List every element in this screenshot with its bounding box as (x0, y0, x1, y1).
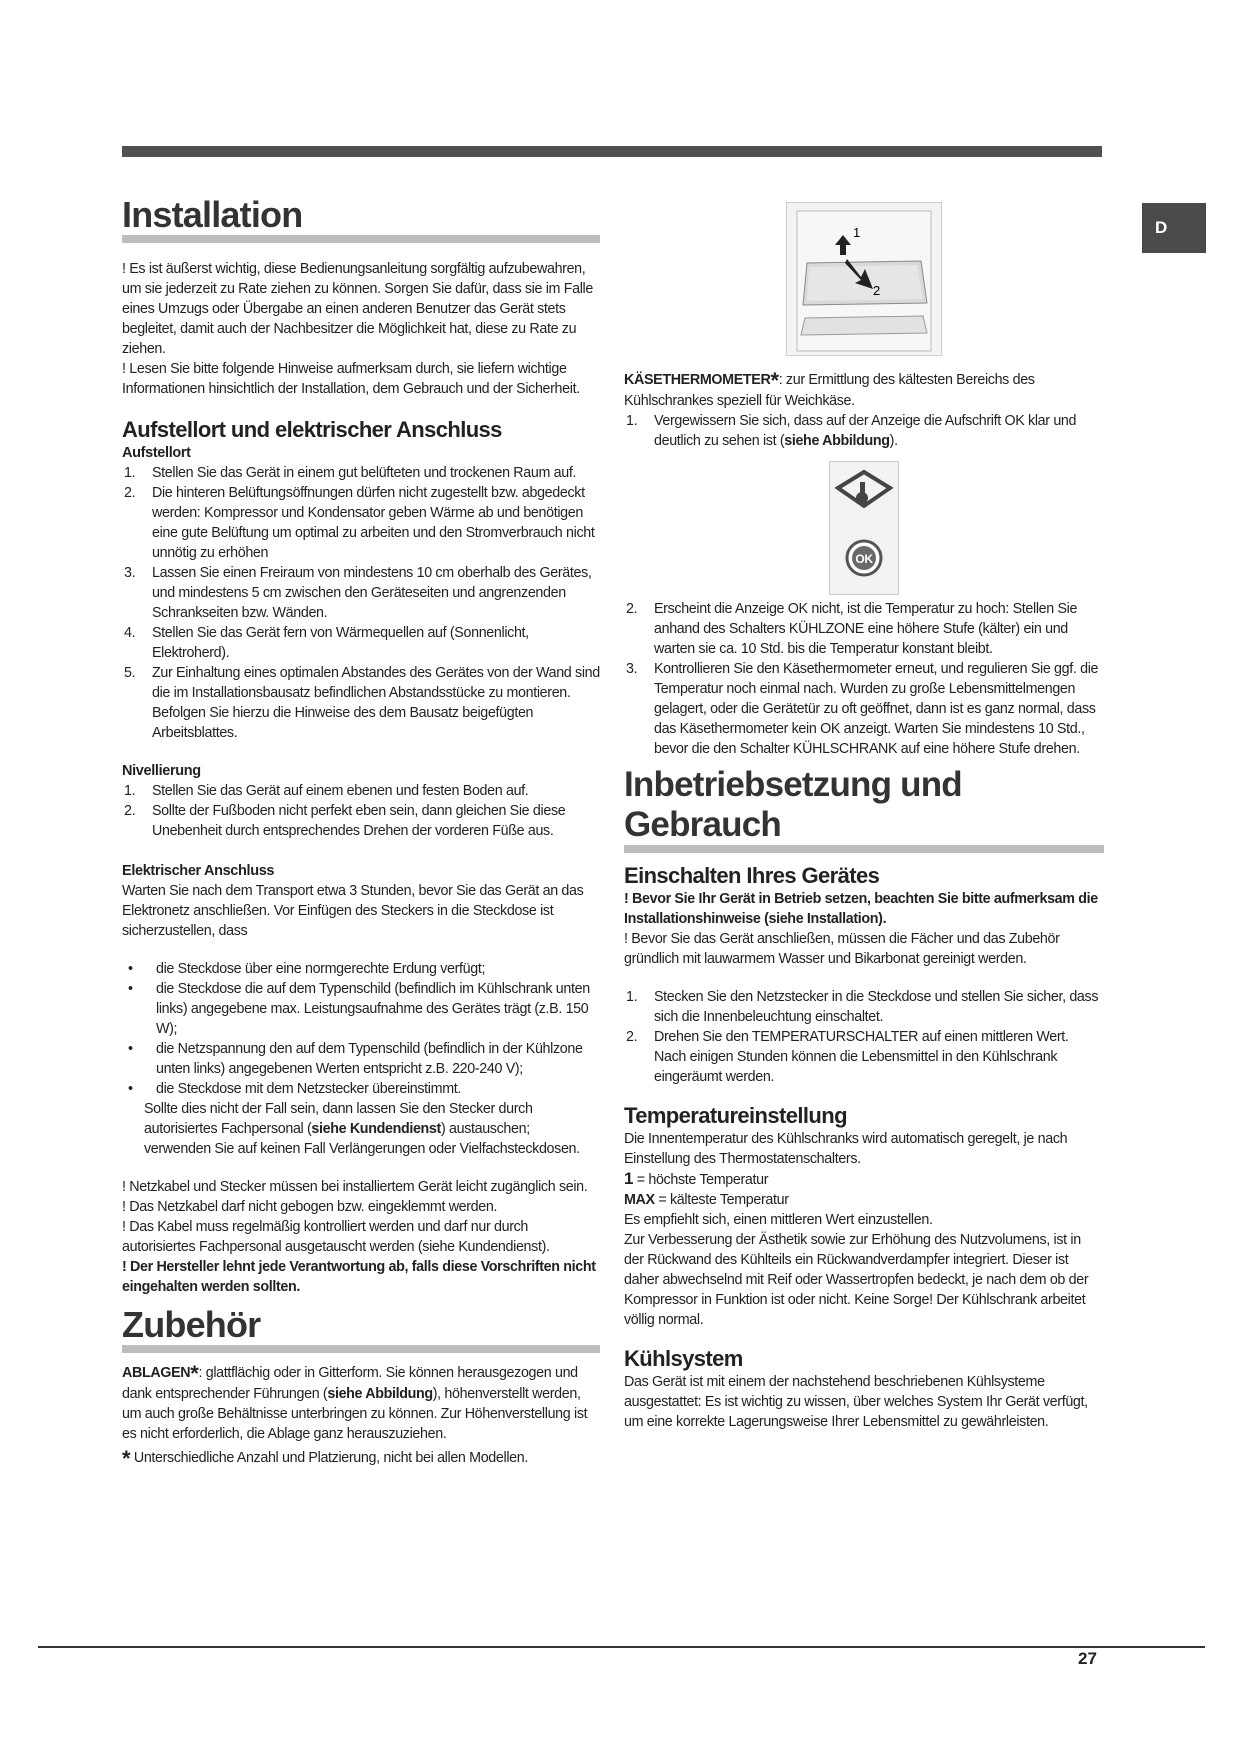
kaese-list-2 (624, 599, 1104, 759)
temperatur-one: 1 = höchste Temperatur (624, 1169, 769, 1188)
kundendienst-link[interactable]: siehe Kundendienst (311, 1121, 441, 1137)
list-item: 1. Stellen Sie das Gerät in einem gut belüfteten und trockenen Raum auf. (124, 465, 577, 481)
elektrisch-after: Sollte dies nicht der Fall sein, dann lassen Sie den Stecker durch autorisiertes Fachpersonal (siehe Kundendienst) austauschen; verwenden Sie auf keinen Fall Verlängerungen oder Vielfachsteckdosen. (144, 1101, 580, 1157)
list-item: • die Steckdose über eine normgerechte Erdung verfügt; (128, 961, 486, 977)
aufstellort-title: Aufstellort und elektrischer Anschluss (122, 417, 502, 442)
kaese-list-1 (624, 411, 1104, 451)
nivellierung-subtitle: Nivellierung (122, 763, 201, 779)
note-3: ! Das Kabel muss regelmäßig kontrolliert werden und darf nur durch autorisiertes Fachpersonal ausgetauscht werden (siehe Kundendienst). (122, 1219, 550, 1255)
installation-intro-1: ! Es ist äußerst wichtig, diese Bedienungsanleitung sorgfältig aufzubewahren, um sie jederzeit zu Rate ziehen zu können. Sorgen Sie dafür, dass sie im Falle eines Umzugs oder Übergabe an einen anderen Benutzer das Gerät stets begleitet, damit auch der Nachbesitzer die Möglichkeit hat, diese zu Rate zu ziehen. (122, 261, 593, 357)
list-item: • die Netzspannung den auf dem Typenschild (befindlich in der Kühlzone unten links) angegebenen Werten entspricht z.B. 220-240 V); (128, 1041, 583, 1077)
kuehlsystem-title: Kühlsystem (624, 1346, 743, 1371)
list-item: 2. Sollte der Fußboden nicht perfekt eben sein, dann gleichen Sie diese Unebenheit durch entsprechendes Drehen der vorderen Füße aus. (124, 803, 566, 839)
nivellierung-list (122, 781, 600, 841)
language-tab-label: D (1155, 218, 1168, 237)
left-column (122, 195, 600, 1469)
einschalten-text: ! Bevor Sie das Gerät anschließen, müssen die Fächer und das Zubehör gründlich mit lauwarmem Wasser und Bikarbonat gereinigt werden. (624, 931, 1060, 967)
elektrisch-subtitle: Elektrischer Anschluss (122, 863, 275, 879)
footer-line (38, 1646, 1205, 1648)
shelf-figure (786, 202, 942, 356)
page-number: 27 (1078, 1649, 1097, 1668)
note-2: ! Das Netzkabel darf nicht gebogen bzw. eingeklemmt werden. (122, 1199, 498, 1215)
ablagen-paragraph: ABLAGEN*: glattflächig oder in Gitterform. Sie können herausgezogen und dank entsprechender Führungen (siehe Abbildung), höhenverstellt werden, um auch große Behältnisse unterbringen zu können. Zur Höhenverstellung ist es nicht erforderlich, die Ablage ganz herauszuziehen. (122, 1361, 588, 1442)
list-item: 1. Stecken Sie den Netzstecker in die Steckdose und stellen Sie sicher, dass sich die Innenbeleuchtung einschaltet. (626, 989, 1099, 1025)
note-4: ! Der Hersteller lehnt jede Verantwortung ab, falls diese Vorschriften nicht eingehalten werden sollten. (122, 1259, 596, 1295)
list-item: • die Steckdose die auf dem Typenschild (befindlich im Kühlschrank unten links) angegebene max. Leistungsaufnahme des Gerätes trägt (z.B. 150 W); (128, 981, 590, 1037)
abbildung-link[interactable]: siehe Abbildung (327, 1386, 433, 1402)
language-tab[interactable] (1142, 203, 1206, 253)
temperatur-text: Die Innentemperatur des Kühlschranks wird automatisch geregelt, je nach Einstellung des Thermostatenschalters. (624, 1131, 1068, 1167)
aufstellort-subtitle: Aufstellort (122, 445, 191, 461)
aufstellort-list (122, 463, 600, 743)
einschalten-list (624, 987, 1104, 1087)
list-item: 4. Stellen Sie das Gerät fern von Wärmequellen auf (Sonnenlicht, Elektroherd). (124, 625, 529, 661)
temperatur-rec: Es empfiehlt sich, einen mittleren Wert einzustellen. (624, 1212, 933, 1228)
fig-label-1: 1 (853, 225, 860, 240)
list-item: • die Steckdose mit dem Netzstecker übereinstimmt. (128, 1081, 461, 1097)
kuehlsystem-text: Das Gerät ist mit einem der nachstehend beschriebenen Kühlsysteme ausgestattet: Es ist wichtig zu wissen, über welches System Ihr Gerät verfügt, um eine korrekte Lagerungsweise Ihrer Lebensmittel zu gewährleisten. (624, 1374, 1088, 1430)
installation-intro-2: ! Lesen Sie bitte folgende Hinweise aufmerksam durch, sie liefern wichtige Informationen hinsichtlich der Installation, dem Gebrauch und der Sicherheit. (122, 361, 580, 397)
list-item: 1. Vergewissern Sie sich, dass auf der Anzeige die Aufschrift OK klar und deutlich zu sehen ist (siehe Abbildung). (626, 413, 1077, 449)
note-1: ! Netzkabel und Stecker müssen bei installiertem Gerät leicht zugänglich sein. (122, 1179, 588, 1195)
einschalten-title: Einschalten Ihres Gerätes (624, 863, 880, 888)
footnote: * Unterschiedliche Anzahl und Platzierung, nicht bei allen Modellen. (122, 1446, 528, 1471)
list-item: 2. Drehen Sie den TEMPERATURSCHALTER auf einen mittleren Wert. Nach einigen Stunden können die Lebensmittel in den Kühlschrank eingeräumt werden. (626, 1029, 1069, 1085)
inbetrieb-title: Inbetriebsetzung und Gebrauch (624, 765, 1104, 853)
list-item: 2. Die hinteren Belüftungsöffnungen dürfen nicht zugestellt bzw. abgedeckt werden: Kompressor und Kondensator geben Wärme ab und benötigen eine gute Belüftung um optimal zu arbeiten und den Stromverbrauch nicht unnötig zu erhöhen (124, 485, 595, 561)
einschalten-bold: ! Bevor Sie Ihr Gerät in Betrieb setzen, beachten Sie bitte aufmerksam die Installationshinweise (siehe Installation). (624, 891, 1098, 927)
header-bar (122, 146, 1102, 157)
ok-label: OK (855, 552, 873, 566)
abbildung-link[interactable]: siehe Abbildung (784, 433, 890, 449)
temperatur-extra: Zur Verbesserung der Ästhetik sowie zur Erhöhung des Nutzvolumens, ist in der Rückwand des Kühlteils ein Rückwandverdampfer integriert. Dieser ist daher abwechselnd mit Reif oder Wassertropfen bedeckt, je nach dem ob der Kompressor in Funktion ist oder nicht. Keine Sorge! Der Kühlschrank arbeitet völlig normal. (624, 1232, 1089, 1328)
temperatur-max: MAX = kälteste Temperatur (624, 1192, 789, 1208)
right-column (624, 202, 1104, 1432)
thermometer-figure (829, 461, 899, 595)
zubehoer-title: Zubehör (122, 1305, 600, 1353)
list-item: 3. Kontrollieren Sie den Käsethermometer erneut, und regulieren Sie ggf. die Temperatur noch einmal nach. Wurden zu große Lebensmittelmengen gelagert, oder die Gerätetür zu oft geöffnet, dann ist es ganz normal, dass das Käsethermometer kein OK anzeigt. Warten Sie mindestens 10 Std., bevor die den Schalter KÜHLSCHRANK auf eine höhere Stufe drehen. (626, 661, 1099, 757)
kaese-paragraph: KÄSETHERMOMETER*: zur Ermittlung des kältesten Bereichs des Kühlschrankes speziell für Weichkäse. (624, 368, 1035, 409)
elektrisch-bullets (122, 959, 600, 1099)
temperatur-title: Temperatureinstellung (624, 1103, 847, 1128)
fig-label-2: 2 (873, 283, 880, 298)
list-item: 5. Zur Einhaltung eines optimalen Abstandes des Gerätes von der Wand sind die im Installationsbausatz befindlichen Abstandsstücke zu montieren. Befolgen Sie hierzu die Hinweise des dem Bausatz beigefügten Arbeitsblattes. (124, 665, 600, 741)
list-item: 2. Erscheint die Anzeige OK nicht, ist die Temperatur zu hoch: Stellen Sie anhand des Schalters KÜHLZONE eine höhere Stufe (kälter) ein und warten sie ca. 10 Std. bis die Temperatur konstant bleibt. (626, 601, 1078, 657)
list-item: 3. Lassen Sie einen Freiraum von mindestens 10 cm oberhalb des Gerätes, und mindestens 5 cm zwischen den Geräteseiten und angrenzenden Schrankseiten bzw. Wänden. (124, 565, 592, 621)
installation-title: Installation (122, 195, 600, 243)
thermometer-illustration (830, 462, 898, 594)
list-item: 1. Stellen Sie das Gerät auf einem ebenen und festen Boden auf. (124, 783, 529, 799)
shelf-illustration (787, 203, 941, 355)
elektrisch-intro: Warten Sie nach dem Transport etwa 3 Stunden, bevor Sie das Gerät an das Elektronetz anschließen. Vor Einfügen des Steckers in die Steckdose ist sicherzustellen, dass (122, 883, 584, 939)
